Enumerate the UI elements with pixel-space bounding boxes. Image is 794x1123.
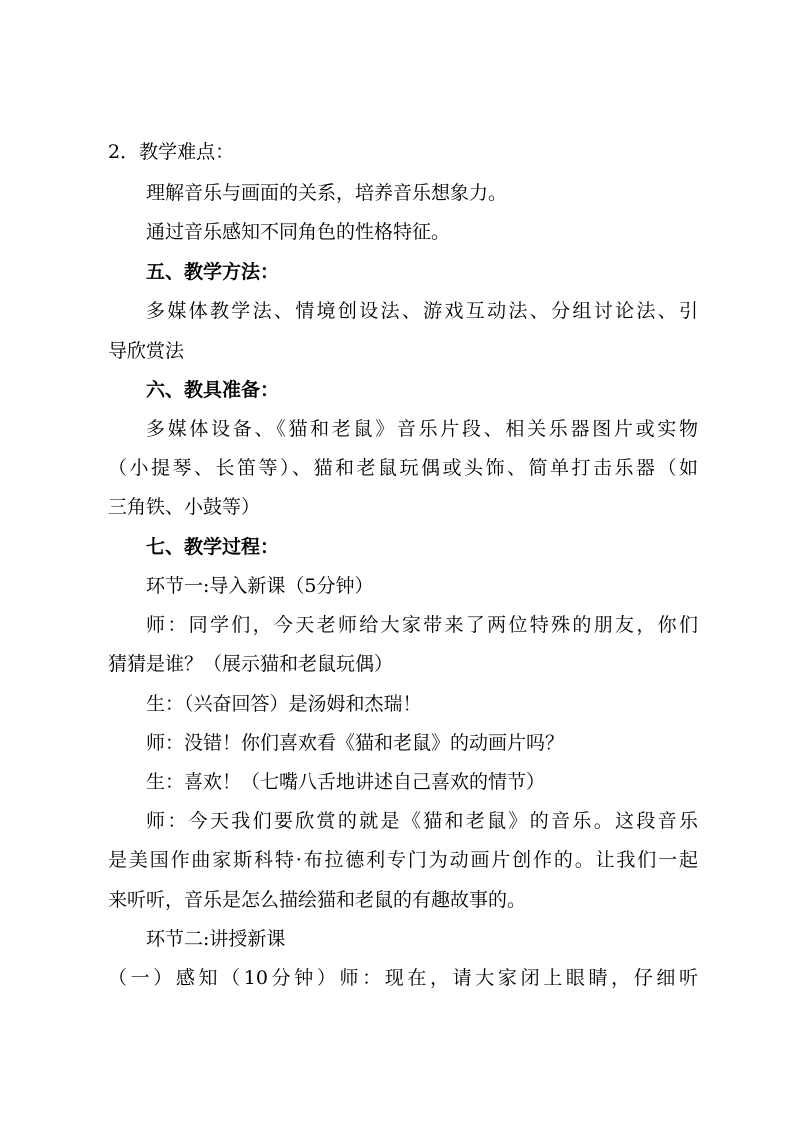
methods-text-cont: 导欣赏法 [108,340,185,362]
stage-1-title: 环节一:导入新课（5分钟） [146,575,374,597]
methods-text: 多媒体教学法、情境创设法、游戏互动法、分组讨论法、引 [146,300,698,322]
difficulty-item-2: 通过音乐感知不同角色的性格特征。 [146,221,451,243]
stage-2-title: 环节二:讲授新课 [146,928,286,950]
heading-teaching-process: 七、教学过程： [146,536,280,558]
heading-teaching-methods: 五、教学方法： [146,261,280,283]
aids-text-cont-2: 三角铁、小鼓等） [108,496,261,518]
aids-text: 多媒体设备、《猫和老鼠》音乐片段、相关乐器图片或实物 [146,418,698,440]
dialogue-teacher-3-cont-2: 来听听，音乐是怎么描绘猫和老鼠的有趣故事的。 [108,889,527,911]
aids-text-cont-1: （小提琴、长笛等）、猫和老鼠玩偶或头饰、简单打击乐器（如 [108,457,698,479]
dialogue-student-1: 生：（兴奋回答）是汤姆和杰瑞！ [146,693,422,715]
heading-teaching-aids: 六、教具准备： [146,379,280,401]
dialogue-teacher-3: 师：今天我们要欣赏的就是《猫和老鼠》的音乐。这段音乐 [146,810,698,832]
dialogue-teacher-3-cont-1: 是美国作曲家斯科特·布拉德利专门为动画片创作的。让我们一起 [108,849,698,871]
perception-text: （一）感知（10分钟）师：现在，请大家闭上眼睛，仔细听 [108,967,698,989]
dialogue-teacher-1-cont: 猜猜是谁？（展示猫和老鼠玩偶） [108,653,394,675]
section-difficulty-title: 2．教学难点： [108,141,235,163]
dialogue-teacher-2: 师：没错！你们喜欢看《猫和老鼠》的动画片吗？ [146,732,565,754]
dialogue-teacher-1: 师：同学们，今天老师给大家带来了两位特殊的朋友，你们 [146,614,698,636]
dialogue-student-2: 生：喜欢！（七嘴八舌地讲述自己喜欢的情节） [146,771,546,793]
difficulty-item-1: 理解音乐与画面的关系，培养音乐想象力。 [146,182,508,204]
